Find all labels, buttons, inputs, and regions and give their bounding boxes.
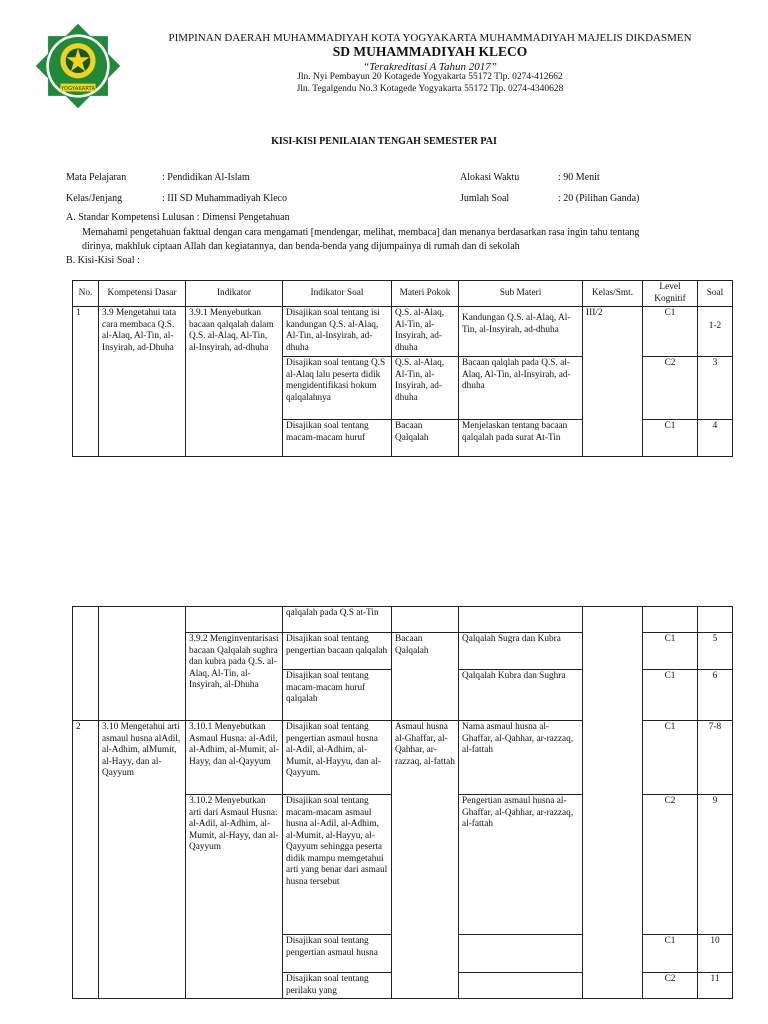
document-title: KISI-KISI PENILAIAN TENGAH SEMESTER PAI (271, 136, 497, 147)
table-row (73, 607, 733, 633)
class-label: Kelas/Jenjang (66, 193, 123, 204)
cell-level: C1 (643, 420, 698, 457)
cell-kelas (583, 607, 643, 999)
question-count-label: Jumlah Soal (460, 193, 510, 204)
cell-soal: 5 (698, 633, 733, 670)
cell-level: C1 (643, 670, 698, 721)
cell-sub-materi: Qalqalah Kubra dan Sughra (459, 670, 583, 721)
cell-indikator: 3.9.1 Menyebutkan bacaan qalqalah dalam Q.S. al-Alaq, Al-Tin, al-Insyirah, ad-dhuha (186, 307, 283, 457)
grid-table-part-1 (72, 280, 733, 457)
cell-level: C2 (643, 357, 698, 420)
letterhead-address-1: Jln. Nyi Pembayun 20 Kotagede Yogyakarta 55172 Tlp. 0274-412662 (297, 72, 563, 82)
header-indikator: Indikator (186, 281, 283, 307)
cell-sub-materi: Menjelaskan tentang bacaan qalqalah pada surat At-Tin (459, 420, 583, 457)
cell-level: C2 (643, 973, 698, 999)
section-b-heading: B. Kisi-Kisi Soal : (66, 255, 140, 266)
cell-indikator-soal: Disajikan soal tentang perilaku yang (283, 973, 392, 999)
letterhead-school-name: SD MUHAMMADIYAH KLECO (332, 44, 528, 59)
class-value: : III SD Muhammadiyah Kleco (162, 193, 287, 204)
cell-soal: 11 (698, 973, 733, 999)
cell-indikator-soal: Disajikan soal tentang pengertian asmaul husna al-Adil, al-Adhim, al-Mumit, al-Hayyu, dan al-Qayyum. (283, 721, 392, 795)
header-materi-pokok: Materi Pokok (392, 281, 459, 307)
time-label: Alokasi Waktu (460, 172, 520, 183)
cell-indikator-soal: Disajikan soal tentang macam-macam huruf (283, 420, 392, 457)
question-count-value: : 20 (Pilihan Ganda) (558, 193, 640, 204)
cell-soal: 10 (698, 935, 733, 973)
cell-no: 1 (73, 307, 99, 457)
cell-soal: 4 (698, 420, 733, 457)
table-header-row (73, 281, 733, 307)
cell-no: 2 (73, 721, 99, 999)
cell-sub-materi: Kandungan Q.S. al-Alaq, Al-Tin, al-Insyirah, ad-dhuha (459, 307, 583, 357)
cell-indikator: 3.10.1 Menyebutkan Asmaul Husna: al-Adil, al-Adhim, al-Mumit, al-Hayy, dan al-Qayyum (186, 721, 283, 795)
cell-indikator-soal: Disajikan soal tentang macam-macam asmaul husna al-Adil, al-Adhim, al-Mumit, al-Hayyu, al-Qayyum sehingga peserta didik mampu memgetahui arti yang benar dari asmaul husna tersebut (283, 795, 392, 935)
header-level: Level Kognitif (643, 281, 698, 307)
table-row (73, 307, 733, 357)
cell-sub-materi (459, 935, 583, 973)
cell-indikator (186, 607, 283, 633)
cell-soal (698, 607, 733, 633)
header-sub-materi: Sub Materi (459, 281, 583, 307)
header-no: No. (73, 281, 99, 307)
cell-soal: 7-8 (698, 721, 733, 795)
header-soal: Soal (698, 281, 733, 307)
cell-kd (99, 607, 186, 721)
cell-level: C1 (643, 935, 698, 973)
cell-kelas: III/2 (583, 307, 643, 457)
cell-indikator: 3.10.2 Menyebutkan arti dari Asmaul Husna: al-Adil, al-Adhim, al-Mumit, al-Hayy, dan al-Qayyum (186, 795, 283, 999)
cell-sub-materi: Qalqalah Sugra dan Kubra (459, 633, 583, 670)
cell-materi-pokok (392, 607, 459, 633)
cell-level: C1 (643, 633, 698, 670)
cell-no (73, 607, 99, 721)
cell-kd: 3.9 Mengetahui tata cara membaca Q.S. al-Alaq, Al-Tin, al-Insyirah, ad-Dhuha (99, 307, 186, 457)
letterhead-address-2: Jln. Tegalgendu No.3 Kotagede Yogyakarta 55172 Tlp. 0274-4340628 (296, 84, 564, 94)
cell-indikator-soal: Disajikan soal tentang pengertian asmaul husna (283, 935, 392, 973)
time-value: : 90 Menit (558, 172, 600, 183)
cell-indikator-soal: Disajikan soal tentang Q.S al-Alaq lalu peserta didik mengidentifikasi hokum qalqalahnya (283, 357, 392, 420)
cell-level: C2 (643, 795, 698, 935)
cell-materi-pokok: Q.S. al-Alaq, Al-Tin, al-Insyirah, ad-dhuha (392, 357, 459, 420)
cell-sub-materi: Pengertian asmaul husna al-Ghaffar, al-Qahhar, ar-razzaq, al-fattah (459, 795, 583, 935)
cell-kd: 3.10 Mengetahui arti asmaul husna alAdil, al-Adhim, alMumit, al-Hayy, dan al-Qayyum (99, 721, 186, 999)
header-indikator-soal: Indikator Soal (283, 281, 392, 307)
letterhead-organization: PIMPINAN DAERAH MUHAMMADIYAH KOTA YOGYAKARTA MUHAMMADIYAH MAJELIS DIKDASMEN (168, 32, 692, 44)
cell-sub-materi (459, 607, 583, 633)
section-a-heading: A. Standar Kompetensi Lulusan : Dimensi Pengetahuan (66, 212, 290, 223)
cell-materi-pokok: Asmaul husna al-Ghaffar, al-Qahhar, ar-razzaq, al-fattah (392, 721, 459, 999)
cell-indikator: 3.9.2 Menginventarisasi bacaan Qalqalah sughra dan kubra pada Q.S. al-Alaq, Al-Tin, al-Insyirah, al-Dhuha (186, 633, 283, 721)
subject-value: : Pendidikan Al-Islam (162, 172, 250, 183)
cell-indikator-soal: Disajikan soal tentang pengertian bacaan qalqalah (283, 633, 392, 670)
cell-level: C1 (643, 307, 698, 357)
cell-soal: 6 (698, 670, 733, 721)
cell-indikator-soal: Disajikan soal tentang isi kandungan Q.S. al-Alaq, Al-Tin, al-Insyirah, ad-dhuha (283, 307, 392, 357)
cell-level (643, 607, 698, 633)
header-kd: Kompetensi Dasar (99, 281, 186, 307)
cell-indikator-soal: qalqalah pada Q.S at-Tin (283, 607, 392, 633)
section-a-line-1: Memahami pengetahuan faktual dengan cara mengamati [mendengar, melihat, membaca] dan menanya berdasarkan rasa ingin tahu tentang (82, 227, 640, 238)
cell-soal: 1-2 (698, 307, 733, 357)
cell-soal: 3 (698, 357, 733, 420)
cell-materi-pokok: Bacaan Qalqalah (392, 633, 459, 721)
school-logo-icon (34, 22, 122, 110)
section-a-line-2: dirinya, makhluk ciptaan Allah dan kegiatannya, dan benda-benda yang dijumpainya di rumah dan di sekolah (82, 241, 520, 252)
cell-sub-materi (459, 973, 583, 999)
cell-materi-pokok: Bacaan Qalqalah (392, 420, 459, 457)
grid-table-part-2 (72, 606, 733, 999)
cell-sub-materi: Nama asmaul husna al-Ghaffar, al-Qahhar, ar-razzaq, al-fattah (459, 721, 583, 795)
header-kelas: Kelas/Smt. (583, 281, 643, 307)
cell-indikator-soal: Disajikan soal tentang macam-macam huruf qalqalah (283, 670, 392, 721)
cell-level: C1 (643, 721, 698, 795)
subject-label: Mata Pelajaran (66, 172, 127, 183)
cell-soal: 9 (698, 795, 733, 935)
cell-sub-materi: Bacaan qalqlah pada Q.S. al-Alaq, Al-Tin, al-Insyirah, ad-dhuha (459, 357, 583, 420)
cell-materi-pokok: Q.S. al-Alaq, Al-Tin, al-Insyirah, ad-dhuha (392, 307, 459, 357)
svg-text:YOGYAKARTA: YOGYAKARTA (61, 85, 95, 92)
letterhead-accreditation: “Terakreditasi A Tahun 2017” (363, 61, 497, 73)
